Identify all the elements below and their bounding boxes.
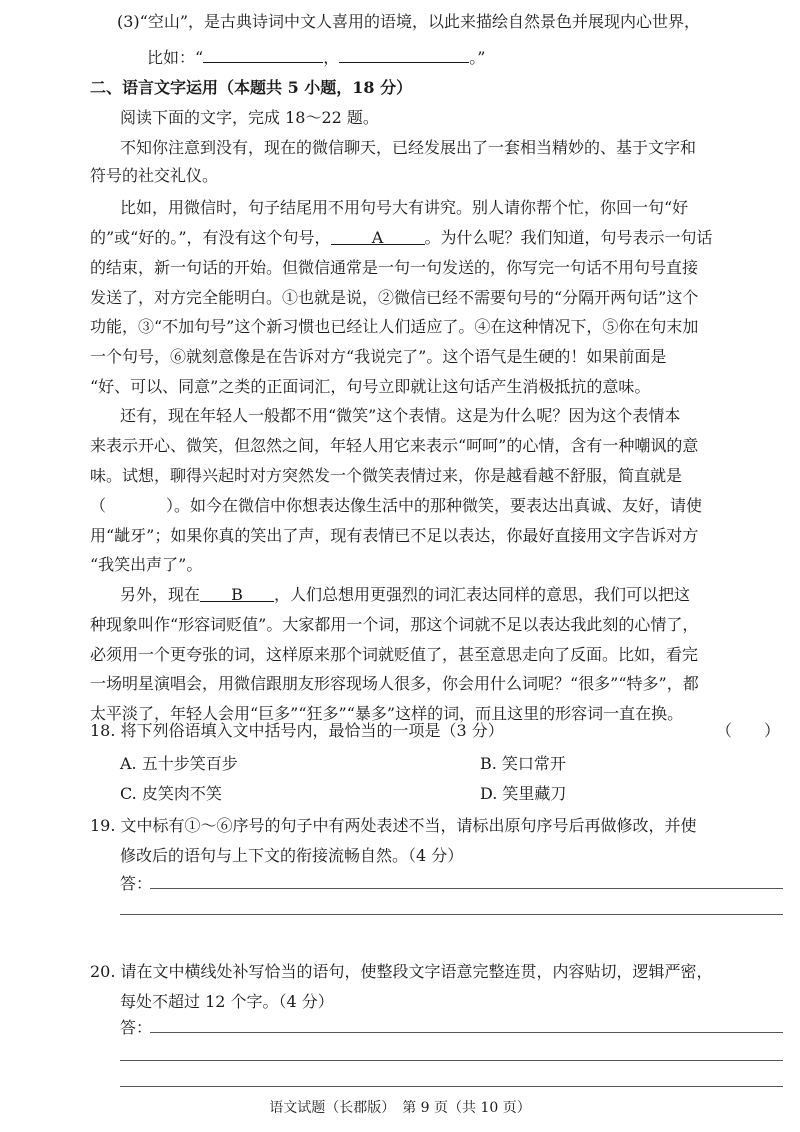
q20-answer-line-2[interactable] [120,1060,783,1061]
q19-answer-label: 答： [120,874,153,893]
passage-p2-line2 [90,226,713,250]
q17-3-sep: ， [323,48,340,67]
passage-p4-line3: 必须用一个更夸张的词，这样原来那个词就贬值了，甚至意思走向了反面。比如，看完 [90,645,699,664]
q17-answer-blank-2[interactable] [339,44,469,63]
q17-3-suffix: 。” [469,48,486,67]
blank-b[interactable]: B [200,583,274,602]
passage-p4-line2: 种现象叫作“形容词贬值”。大家都用一个词，那这个词就不足以表达我此刻的心情了， [90,615,699,634]
passage-p1-line2: 符号的社交礼仪。 [90,166,219,185]
q17-3-line1: (3)“空山”，是古典诗词中文人喜用的语境，以此来描绘自然景色并展现内心世界， [117,12,701,31]
q19-answer-line-2[interactable] [120,914,783,915]
section-intro: 阅读下面的文字，完成 18～22 题。 [120,108,379,127]
passage-p3-line6: “我笑出声了”。 [90,555,203,574]
q17-answer-blank-1[interactable] [203,44,323,63]
passage-p2-line7: “好、可以、同意”之类的正面词汇，句号立即就让这句话产生消极抵抗的意味。 [90,377,651,396]
q20-answer-label: 答： [120,1018,153,1037]
passage-p2-line6: 一个句号，⑥就刻意像是在告诉对方“我说完了”。这个语气是生硬的！如果前面是 [90,347,667,366]
passage-p3-open-paren: （ [90,496,107,515]
q17-3-line2 [147,44,485,70]
q19-answer-line-1[interactable] [150,888,783,889]
passage-p3-line1: 还有，现在年轻人一般都不用“微笑”这个表情。这是为什么呢？因为这个表情本 [120,406,681,425]
passage-p4-line5: 太平淡了，年轻人会用“巨多”“狂多”“暴多”这样的词，而且这里的形容词一直在换。 [90,704,684,723]
passage-p2-line4: 发送了，对方完全能明白。①也就是说，②微信已经不需要句号的“分隔开两句话”这个 [90,288,699,307]
passage-p2-line1: 比如，用微信时，句子结尾用不用句号大有讲究。别人请你帮个忙，你回一句“好 [120,198,689,217]
passage-p2-line2-a: 的”或“好的。”，有没有这个句号， [90,228,331,247]
passage-p2-line2-b: 。为什么呢？我们知道，句号表示一句话 [424,228,713,247]
q19-stem-line2: 修改后的语句与上下文的衔接流畅自然。（4 分） [120,846,464,865]
q20-stem-line1: 20. 请在文中横线处补写恰当的语句，使整段文字语意完整连贯，内容贴切，逻辑严密， [90,962,713,981]
q18-option-a[interactable]: A. 五十步笑百步 [120,754,238,773]
passage-p4-line1-a: 另外，现在 [120,585,201,604]
passage-p1-line1: 不知你注意到没有，现在的微信聊天，已经发展出了一套相当精妙的、基于文字和 [120,138,697,157]
passage-p3-line3: 味。试想，聊得兴起时对方突然发一个微笑表情过来，你是越看越不舒服，简直就是 [90,466,683,485]
q17-3-prefix: 比如：“ [147,48,204,67]
page-footer: 语文试题（长郡版） 第 9 页（共 10 页） [269,1100,531,1116]
q18-stem: 18. 将下列俗语填入文中括号内，最恰当的一项是（3 分） [90,721,504,740]
passage-p4-line1-b: ，人们总想用更强烈的词汇表达同样的意思，我们可以把这 [274,585,691,604]
q18-option-b[interactable]: B. 笑口常开 [480,754,566,773]
passage-p4-line4: 一场明星演唱会，用微信跟朋友形容现场人很多，你会用什么词呢？“很多”“特多”，都 [90,674,699,693]
passage-p2-line5: 功能，③“不加句号”这个新习惯也已经让人们适应了。④在这种情况下，⑤你在句末加 [90,317,699,336]
section-heading: 二、语言文字运用（本题共 5 小题，18 分） [90,78,413,97]
passage-p3-line2: 来表示开心、微笑，但忽然之间，年轻人用它来表示“呵呵”的心情，含有一种嘲讽的意 [90,436,699,455]
passage-p2-line3: 的结束，新一句话的开始。但微信通常是一句一句发送的，你写完一句话不用句号直接 [90,258,699,277]
passage-p3-line4-rest: ）。如今在微信中你想表达像生活中的那种微笑，要表达出真诚、友好，请使 [166,496,703,515]
passage-p3-line4 [90,494,702,518]
q18-option-d[interactable]: D. 笑里藏刀 [480,784,567,803]
q18-option-c[interactable]: C. 皮笑肉不笑 [120,784,222,803]
q20-answer-line-3[interactable] [120,1086,783,1087]
passage-p4-line1 [120,583,690,607]
q18-answer-paren[interactable]: （ ） [716,721,781,740]
passage-p3-line5: 用“龇牙”；如果你真的笑出了声，现有表情已不足以表达，你最好直接用文字告诉对方 [90,526,699,545]
q19-stem-line1: 19. 文中标有①～⑥序号的句子中有两处表述不当，请标出原句序号后再做修改，并使 [90,816,697,835]
q20-answer-line-1[interactable] [150,1032,783,1033]
blank-a[interactable]: A [331,226,425,245]
q20-stem-line2: 每处不超过 12 个字。（4 分） [120,992,334,1011]
